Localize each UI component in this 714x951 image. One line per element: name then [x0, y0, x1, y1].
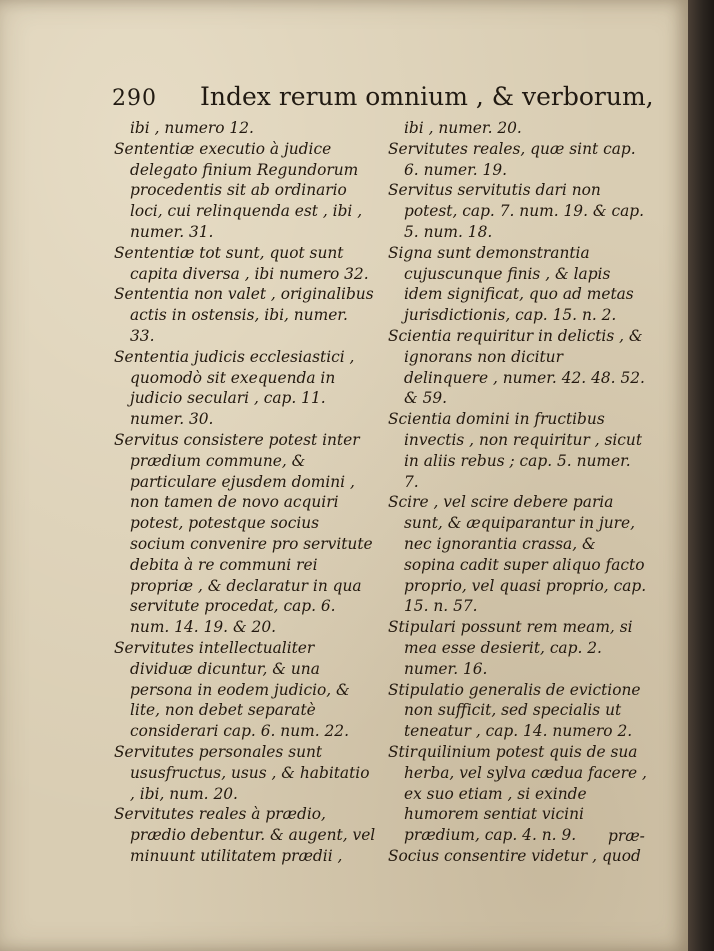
index-entry: Servitus consistere potest inter prædium commune, & particulare ejusdem domini , non tamen de novo acquiri potest, potestque socius socium convenire pro servitute debita à re communi rei propriæ , & declaratur in qua servitute procedat, cap. 6. num. 14. 19. & 20. [114, 430, 373, 637]
index-entry: Stirquilinium potest quis de sua herba, vel sylva cædua facere , ex suo etiam , si exinde humorem sentiat vicini prædium, cap. 4. n. 9. [388, 742, 647, 845]
index-entry: Servitutes intellectualiter dividuæ dicuntur, & una persona in eodem judicio, & lite, non debet separatè considerari cap. 6. num. 22. [114, 638, 350, 741]
index-entry: Scire , vel scire debere paria sunt, & æquiparantur in jure, nec ignorantia crassa, & sopina cadit super aliquo facto proprio, vel quasi proprio, cap. 15. n. 57. [388, 493, 647, 616]
index-entry: Servitutes reales à prædio, prædio debentur. & augent, vel minuunt utilitatem prædii , [114, 805, 376, 865]
index-entry: Stipulatio generalis de evictione non sufficit, sed specialis ut teneatur , cap. 14. numero 2. [388, 680, 641, 741]
running-title: Index rerum omnium , & verborum, [200, 82, 654, 111]
index-entry: Sententia non valet , originalibus actis in ostensis, ibi, numer. 33. [114, 285, 374, 345]
index-entry: Servitus servitutis dari non potest, cap. 7. num. 19. & cap. 5. num. 18. [388, 181, 644, 241]
index-entry: Sententiæ executio à judice delegato finium Regundorum procedentis sit ab ordinario loci, cui relinquenda est , ibi , numer. 31. [114, 139, 363, 241]
index-entry: ibi , numero 12. [130, 119, 254, 137]
page-header [112, 82, 654, 118]
index-entry: Servitutes personales sunt ususfructus, usus , & habitatio , ibi, num. 20. [114, 742, 370, 803]
page-gutter-edge [688, 0, 714, 951]
index-entry: Socius consentire videtur , quod [388, 846, 641, 865]
index-column-right [388, 118, 650, 867]
index-entry: Signa sunt demonstrantia cujuscunque finis , & lapis idem significat, quo ad metas jurisdictionis, cap. 15. n. 2. [388, 243, 634, 325]
index-entry: Scientia requiritur in delictis , & ignorans non dicitur delinquere , numer. 42. 48. 52. & 59. [388, 326, 645, 408]
index-entry: Stipulari possunt rem meam, si mea esse desierit, cap. 2. numer. 16. [388, 618, 633, 678]
page-number: 290 [112, 86, 157, 111]
index-column-left [114, 118, 376, 867]
index-entry: ibi , numer. 20. [404, 119, 522, 137]
index-entry: Sententiæ tot sunt, quot sunt capita diversa , ibi numero 32. [114, 243, 369, 283]
index-entry: Scientia domini in fructibus invectis , non requiritur , sicut in aliis rebus ; cap. 5. numer. 7. [388, 410, 643, 491]
index-entry: Servitutes reales, quæ sint cap. 6. numer. 19. [388, 139, 636, 179]
index-entry: Sententia judicis ecclesiastici , quomodò sit exequenda in judicio seculari , cap. 11. numer. 30. [114, 347, 355, 429]
catchword: præ- [608, 827, 645, 845]
